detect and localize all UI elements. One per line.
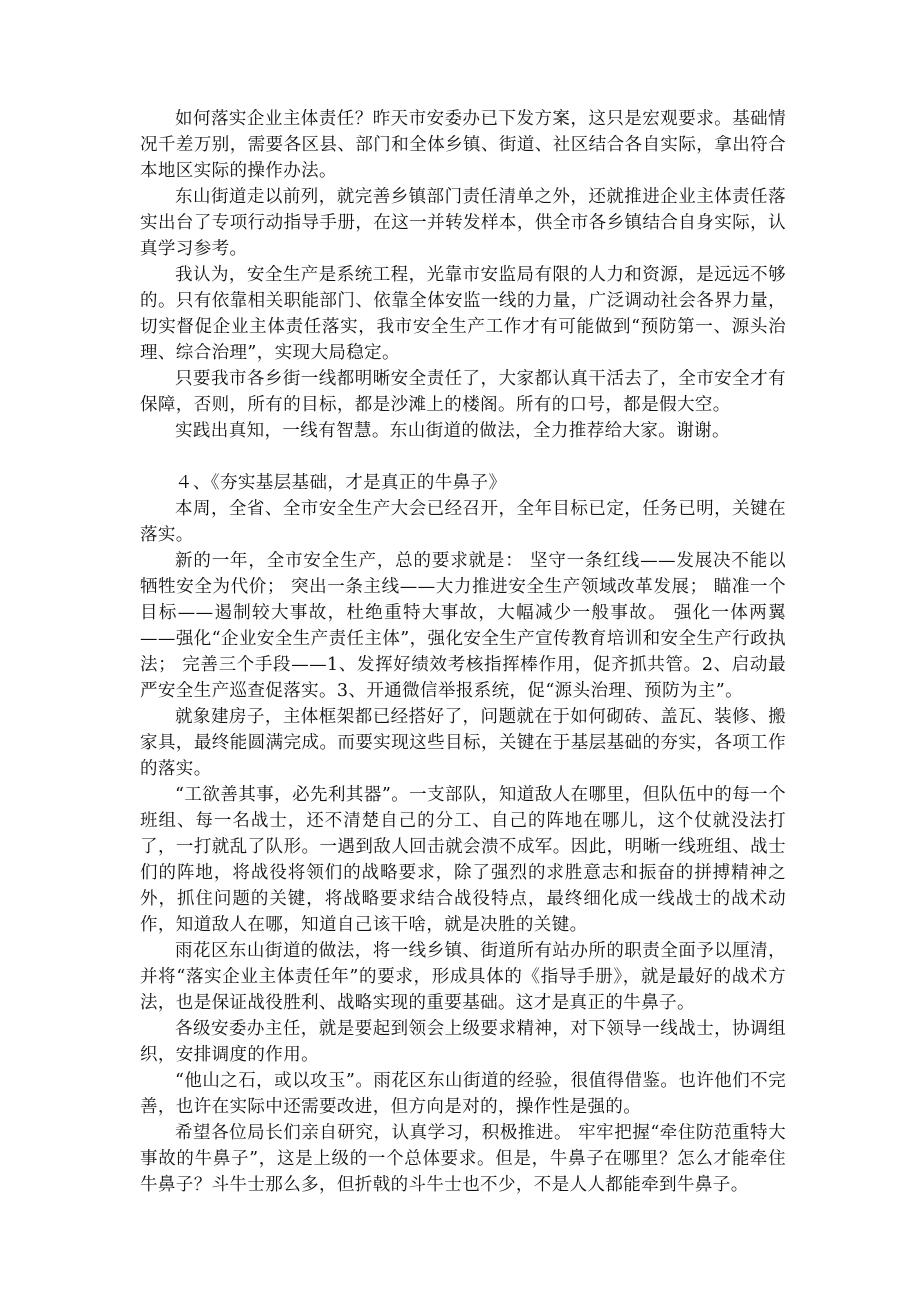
section-heading: ４、《夯实基层基础，才是真正的牛鼻子》 xyxy=(175,473,507,493)
paragraph: “工欲善其事，必先利其器”。一支部队，知道敌人在哪里，但队伍中的每一个班组、每一名战士，还不清楚自己的分工、自己的阵地在哪儿，这个仗就没法打了，一打就乱了队形。一遇到敌人回击就会溃不成军。因此，明晰一线班组、战士们的阵地，将战役将领们的战略要求，除了强烈的求胜意志和振奋的拼搏精神之外，抓住问题的关键，将战略要求结合战役特点，最终细化成一线战士的战术动作，知道敌人在哪，知道自己该干啥，就是决胜的关键。 xyxy=(140,785,786,935)
paragraph: 本周，全省、全市安全生产大会已经召开，全年目标已定，任务已明，关键在落实。 xyxy=(140,499,786,545)
paragraph: 雨花区东山街道的做法，将一线乡镇、街道所有站办所的职责全面予以厘清，并将“落实企业主体责任年”的要求，形成具体的《指导手册》，就是最好的战术方法，也是保证战役胜利、战略实现的重要基础。这才是真正的牛鼻子。 xyxy=(140,941,786,1013)
paragraph: 实践出真知，一线有智慧。东山街道的做法，全力推荐给大家。谢谢。 xyxy=(175,421,730,441)
paragraph: 我认为，安全生产是系统工程，光靠市安监局有限的人力和资源，是远远不够的。只有依靠相关职能部门、依靠全体安监一线的力量，广泛调动社会各界力量，切实督促企业主体责任落实，我市安全生产工作才有可能做到“预防第一、源头治理、综合治理”，实现大局稳定。 xyxy=(140,265,786,363)
paragraph: “他山之石，或以攻玉”。雨花区东山街道的经验，很值得借鉴。也许他们不完善，也许在实际中还需要改进，但方向是对的，操作性是强的。 xyxy=(140,1071,786,1117)
paragraph: 如何落实企业主体责任？昨天市安委办已下发方案，这只是宏观要求。基础情况千差万别，需要各区县、部门和全体乡镇、街道、社区结合各自实际，拿出符合本地区实际的操作办法。 xyxy=(140,109,786,181)
paragraph: 希望各位局长们亲自研究，认真学习，积极推进。 牢牢把握“牵住防范重特大事故的牛鼻子”，这是上级的一个总体要求。但是，牛鼻子在哪里？怎么才能牵住牛鼻子？斗牛士那么多，但折戟的斗牛士也不少，不是人人都能牵到牛鼻子。 xyxy=(140,1123,786,1195)
paragraph: 只要我市各乡街一线都明晰安全责任了，大家都认真干活去了，全市安全才有保障，否则，所有的目标，都是沙滩上的楼阁。所有的口号，都是假大空。 xyxy=(140,369,786,415)
paragraph: 就象建房子，主体框架都已经搭好了，问题就在于如何砌砖、盖瓦、装修、搬家具，最终能圆满完成。而要实现这些目标，关键在于基层基础的夯实，各项工作的落实。 xyxy=(140,707,786,779)
paragraph: 东山街道走以前列，就完善乡镇部门责任清单之外，还就推进企业主体责任落实出台了专项行动指导手册，在这一并转发样本，供全市各乡镇结合自身实际，认真学习参考。 xyxy=(140,187,786,259)
section-spacer xyxy=(140,444,786,470)
document-page xyxy=(140,106,786,1198)
paragraph: 新的一年，全市安全生产，总的要求就是： 坚守一条红线——发展决不能以牺牲安全为代价； 突出一条主线——大力推进安全生产领域改革发展； 瞄准一个目标——遏制较大事故，杜绝重特大事故，大幅减少一般事故。 强化一体两翼——强化“企业安全生产责任主体”，强化安全生产宣传教育培训和安全生产行政执法； 完善三个手段——1、发挥好绩效考核指挥棒作用，促齐抓共管。2、启动最严安全生产巡查促落实。3、开通微信举报系统，促“源头治理、预防为主”。 xyxy=(140,551,786,701)
paragraph: 各级安委办主任，就是要起到领会上级要求精神，对下领导一线战士，协调组织，安排调度的作用。 xyxy=(140,1019,786,1065)
